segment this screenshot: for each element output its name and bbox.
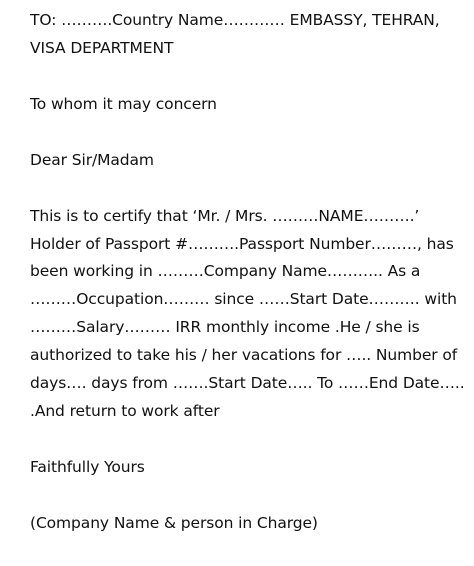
signature-text: (Company Name & person in Charge) [30,513,318,532]
body-line-1: This is to certify that ‘Mr. / Mrs. ………NAME……….’ [30,206,420,225]
closing-text: Faithfully Yours [30,457,145,476]
closing-line [30,454,470,482]
salutation-line [30,147,470,175]
salutation-text: Dear Sir/Madam [30,150,154,169]
body-line-8: .And return to work after [30,401,220,420]
body-line-2: Holder of Passport #……….Passport Number………, has [30,234,454,253]
body-line-5: ………Salary……… IRR monthly income .He / she is [30,318,420,337]
to-whom-text: To whom it may concern [30,94,217,113]
letter-document [30,7,470,566]
address-line-2: VISA DEPARTMENT [30,38,174,57]
body-line-7: days…. days from …….Start Date….. To ……End Date….. [30,374,465,393]
address-block [30,7,470,63]
body-paragraph [30,203,470,426]
address-line-1: TO: ……….Country Name………… EMBASSY, TEHRAN, [30,11,440,29]
body-line-4: ………Occupation……… since ……Start Date………. with [30,290,457,309]
body-line-3: been working in ………Company Name……….. As a [30,262,421,281]
to-whom-line [30,91,470,119]
body-line-6: authorized to take his / her vacations for ….. Number of [30,346,458,365]
signature-line [30,510,470,538]
